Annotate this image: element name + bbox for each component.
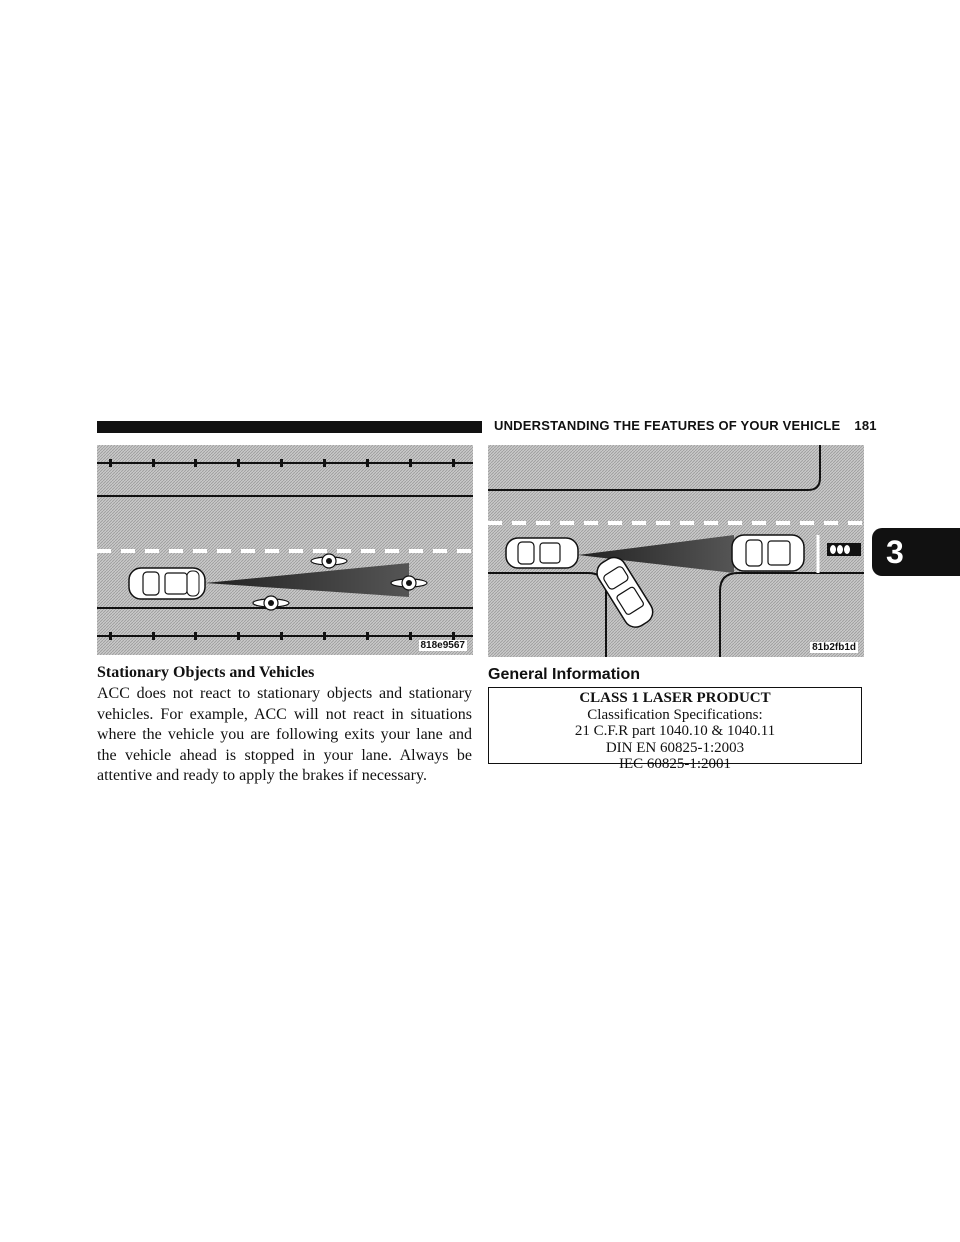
intersection-illustration bbox=[488, 445, 864, 657]
body-paragraph: ACC does not react to stationary objects and stationary vehicles. For example, ACC will not react in situations where the vehicle you are following exits your lane and the vehicle ahead is stopped in your lane. Always be attentive and ready to apply the brakes if necessary. bbox=[97, 685, 472, 784]
laser-class-line: CLASS 1 LASER PRODUCT bbox=[579, 690, 771, 706]
general-information-heading: General Information bbox=[488, 666, 641, 683]
laser-classification-box bbox=[488, 687, 862, 772]
iec-spec: IEC 60825-1:2001 bbox=[618, 756, 732, 772]
car-following bbox=[506, 538, 578, 568]
section-heading: Stationary Objects and Vehicles bbox=[97, 664, 315, 681]
figure-code: 81b2fb1d bbox=[812, 642, 856, 653]
figure-intersection bbox=[488, 445, 864, 657]
header-rule bbox=[97, 421, 482, 433]
page-number: 181 bbox=[854, 418, 877, 433]
figure-code: 818e9567 bbox=[420, 640, 465, 651]
highway-illustration bbox=[97, 445, 473, 655]
classification-label: Classification Specifications: bbox=[587, 706, 763, 723]
car-left bbox=[129, 568, 205, 599]
chapter-number: 3 bbox=[886, 534, 904, 570]
figure-highway-motorcycles bbox=[97, 445, 473, 655]
header-title: UNDERSTANDING THE FEATURES OF YOUR VEHICLE bbox=[494, 418, 841, 433]
cfr-spec: 21 C.F.R part 1040.10 & 1040.11 bbox=[574, 723, 776, 739]
traffic-signal-icon bbox=[827, 543, 861, 556]
running-header bbox=[494, 418, 877, 433]
chapter-tab[interactable] bbox=[872, 528, 960, 576]
car-stopped-ahead bbox=[732, 535, 804, 571]
din-spec: DIN EN 60825-1:2003 bbox=[605, 739, 745, 756]
